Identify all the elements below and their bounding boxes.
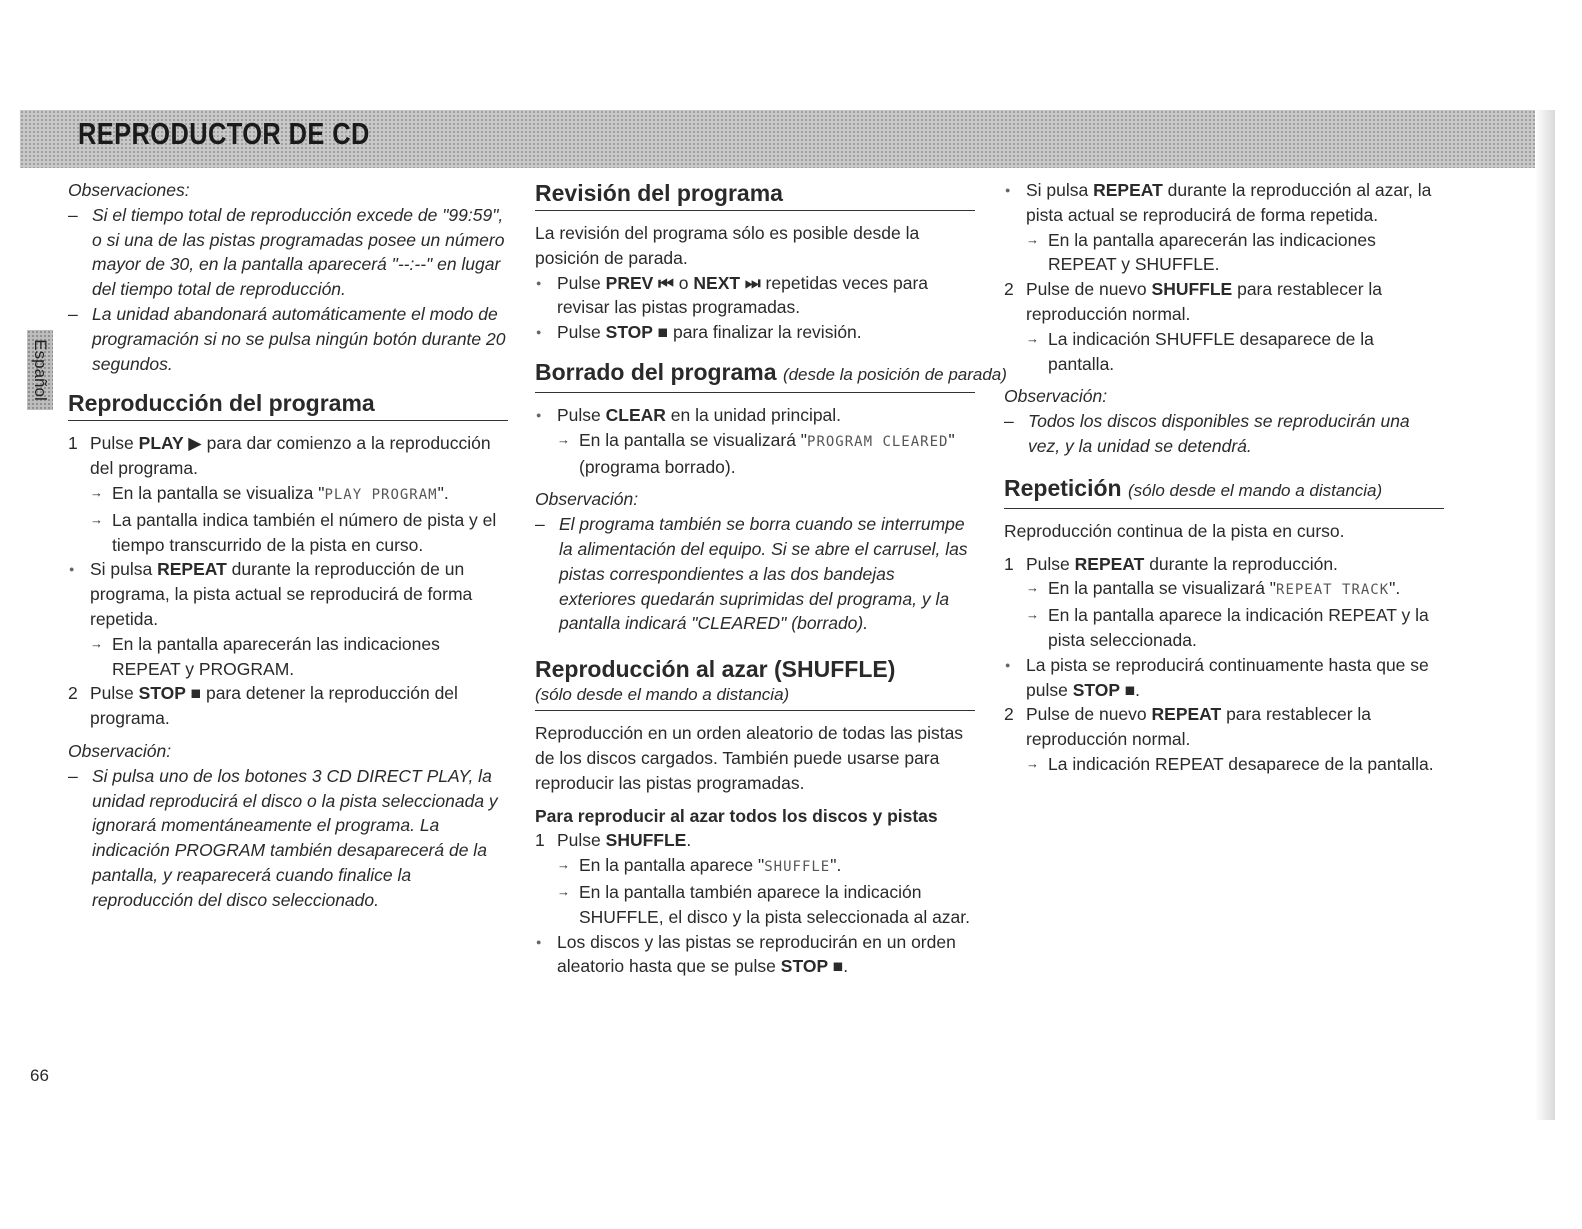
bullet-item: ● La pista se reproducirá continuamente hasta que se pulse STOP ■. (1004, 653, 1444, 703)
column-middle (535, 178, 1007, 979)
language-tab (27, 330, 53, 410)
bullet-item: ● Pulse CLEAR en la unidad principal. (535, 403, 975, 428)
result-item: → En la pantalla se visualizará "REPEAT TRACK". (1004, 576, 1444, 603)
observation-title: Observación: (535, 489, 639, 510)
subheading-shuffle-all: Para reproducir al azar todos los discos y pistas (535, 805, 938, 826)
lcd-text: SHUFFLE (764, 859, 831, 876)
heading-shuffle: Reproducción al azar (SHUFFLE) (sólo desde el mando a distancia) (535, 656, 975, 711)
lcd-text: PLAY PROGRAM (324, 486, 438, 503)
step-2: 2 Pulse de nuevo REPEAT para restablecer la reproducción normal. (1004, 704, 1372, 750)
heading-program-clear: Borrado del programa (desde la posición de parada) (535, 357, 975, 393)
section-banner (20, 110, 1555, 168)
heading-repeat: Repetición (sólo desde el mando a distancia) (1004, 473, 1444, 509)
observation-item: – La unidad abandonará automáticamente el modo de programación si no se pulsa ningún botón durante 20 segundos. (68, 302, 508, 376)
observation-item: – Si pulsa uno de los botones 3 CD DIRECT PLAY, la unidad reproducirá el disco o la pista seleccionada y ignorará momentáneamente el programa. La indicación PROGRAM también desaparecerá de la pantalla, y reaparecerá cuando finalice la reproducción del disco seleccionado. (68, 764, 508, 913)
observation-title: Observación: (68, 740, 172, 761)
bullet-item: ● Pulse PREV ⏮ o NEXT ⏭ repetidas veces para revisar las pistas programadas. (535, 271, 975, 321)
step-1: 1 Pulse REPEAT durante la reproducción. (1004, 553, 1338, 574)
review-intro: La revisión del programa sólo es posible desde la posición de parada. (535, 223, 920, 268)
observation-item: – Todos los discos disponibles se reproducirán una vez, y la unidad se detendrá. (1004, 409, 1444, 459)
page-edge-shadow (1535, 110, 1555, 1120)
result-item: → En la pantalla también aparece la indicación SHUFFLE, el disco y la pista seleccionada al azar. (535, 880, 975, 930)
bullet-item: ● Si pulsa REPEAT durante la reproducción de un programa, la pista actual se reproducirá de forma repetida. (68, 557, 508, 631)
result-item: → La indicación SHUFFLE desaparece de la pantalla. (1004, 327, 1444, 377)
page-number: 66 (30, 1066, 49, 1085)
step-1: 1 Pulse PLAY ▶ para dar comienzo a la reproducción del programa. (68, 433, 491, 479)
result-item: → En la pantalla se visualiza "PLAY PROGRAM". (68, 481, 508, 508)
step-2: 2 Pulse STOP ■ para detener la reproducción del programa. (68, 683, 458, 729)
language-tab-label: Español (31, 339, 50, 401)
result-item: → En la pantalla se visualizará "PROGRAM CLEARED" (programa borrado). (535, 428, 975, 480)
result-item: → La indicación REPEAT desaparece de la pantalla. (1004, 752, 1444, 777)
heading-program-review: Revisión del programa (535, 178, 975, 211)
result-item: → En la pantalla aparece la indicación REPEAT y la pista seleccionada. (1004, 603, 1444, 653)
bullet-item: ● Los discos y las pistas se reproducirán en un orden aleatorio hasta que se pulse STOP ■. (535, 930, 975, 980)
section-title: REPRODUCTOR DE CD (78, 116, 370, 151)
observations-title: Observaciones: (68, 180, 190, 200)
lcd-text: PROGRAM CLEARED (807, 433, 949, 450)
result-item: → La pantalla indica también el número de pista y el tiempo transcurrido de la pista en curso. (68, 508, 508, 558)
result-item: → En la pantalla aparecerán las indicaciones REPEAT y SHUFFLE. (1004, 228, 1444, 278)
repeat-intro: Reproducción continua de la pista en curso. (1004, 520, 1345, 541)
step-1: 1 Pulse SHUFFLE. (535, 830, 692, 851)
bullet-item: ● Pulse STOP ■ para finalizar la revisión. (535, 320, 975, 345)
shuffle-intro: Reproducción en un orden aleatorio de todas las pistas de los discos cargados. También puede usarse para reproducir las pistas programadas. (535, 723, 964, 793)
column-right (1004, 178, 1444, 777)
observation-title: Observación: (1004, 386, 1108, 407)
observation-item: – Si el tiempo total de reproducción excede de "99:59", o si una de las pistas programadas posee un número mayor de 30, en la pantalla aparecerá "--:--" en lugar del tiempo total de reproducción. (68, 203, 508, 302)
heading-program-playback: Reproducción del programa (68, 388, 508, 421)
bullet-item: ● Si pulsa REPEAT durante la reproducción al azar, la pista actual se reproducirá de forma repetida. (1004, 178, 1444, 228)
column-left (68, 178, 508, 913)
observation-item: – El programa también se borra cuando se interrumpe la alimentación del equipo. Si se abre el carrusel, las pistas correspondientes a las dos bandejas exteriores quedarán suprimidas del programa, y la pantalla indicará "CLEARED" (borrado). (535, 512, 975, 636)
lcd-text: REPEAT TRACK (1276, 582, 1390, 599)
step-2: 2 Pulse de nuevo SHUFFLE para restablecer la reproducción normal. (1004, 279, 1383, 324)
result-item: → En la pantalla aparecerán las indicaciones REPEAT y PROGRAM. (68, 632, 508, 682)
result-item: → En la pantalla aparece "SHUFFLE". (535, 853, 975, 880)
